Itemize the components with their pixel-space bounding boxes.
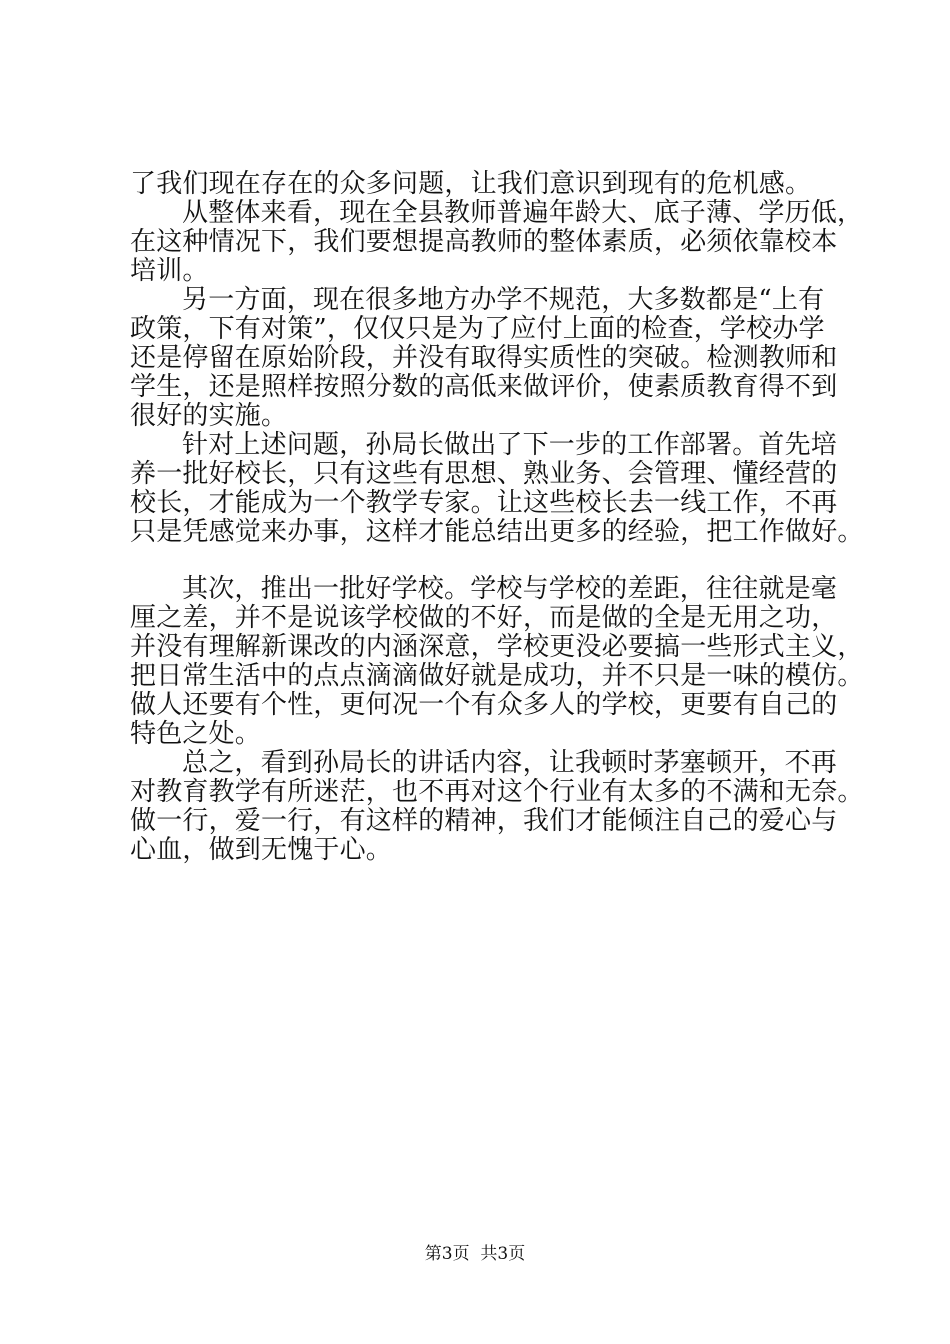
paragraph-line: 总之，看到孙局长的讲话内容，让我顿时茅塞顿开，不再 <box>182 748 838 778</box>
paragraph-line: 了我们现在存在的众多问题，让我们意识到现有的危机感。 <box>130 169 812 199</box>
paragraph-line: 做一行，爱一行，有这样的精神，我们才能倾注自己的爱心与 <box>130 806 838 836</box>
paragraph-line: 把日常生活中的点点滴滴做好就是成功，并不只是一味的模仿。 <box>130 661 864 691</box>
paragraph-line: 只是凭感觉来办事，这样才能总结出更多的经验，把工作做好。 <box>130 517 864 547</box>
paragraph-line: 心血，做到无愧于心。 <box>130 835 393 865</box>
paragraph-line: 很好的实施。 <box>130 401 288 431</box>
paragraph-line: 对教育教学有所迷茫，也不再对这个行业有太多的不满和无奈。 <box>130 777 864 807</box>
paragraph-line: 学生，还是照样按照分数的高低来做评价，使素质教育得不到 <box>130 372 838 402</box>
paragraph-line: 在这种情况下，我们要想提高教师的整体素质，必须依靠校本 <box>130 227 838 257</box>
paragraph-line: 特色之处。 <box>130 719 262 749</box>
paragraph-line: 培训。 <box>130 256 209 286</box>
paragraph-line: 养一批好校长，只有这些有思想、熟业务、会管理、懂经营的 <box>130 459 838 489</box>
paragraph-line: 并没有理解新课改的内涵深意，学校更没必要搞一些形式主义， <box>130 632 864 662</box>
paragraph-line: 其次，推出一批好学校。学校与学校的差距，往往就是毫 <box>182 574 838 604</box>
paragraph-line: 厘之差，并不是说该学校做的不好，而是做的全是无用之功， <box>130 603 838 633</box>
paragraph-line: 针对上述问题，孙局长做出了下一步的工作部署。首先培 <box>182 430 838 460</box>
paragraph-line: 校长，才能成为一个教学专家。让这些校长去一线工作，不再 <box>130 488 838 518</box>
paragraph-line: 做人还要有个性，更何况一个有众多人的学校，更要有自己的 <box>130 690 838 720</box>
document-body <box>130 169 864 865</box>
paragraph-line: 另一方面，现在很多地方办学不规范，大多数都是“上有 <box>182 285 825 315</box>
paragraph-line: 从整体来看，现在全县教师普遍年龄大、底子薄、学历低， <box>182 198 864 228</box>
blank-line <box>130 547 830 575</box>
paragraph-line: 政策，下有对策”，仅仅只是为了应付上面的检查，学校办学 <box>130 314 825 344</box>
page-number-footer: 第3页 共3页 <box>424 1244 526 1264</box>
paragraph-line: 还是停留在原始阶段，并没有取得实质性的突破。检测教师和 <box>130 343 838 373</box>
